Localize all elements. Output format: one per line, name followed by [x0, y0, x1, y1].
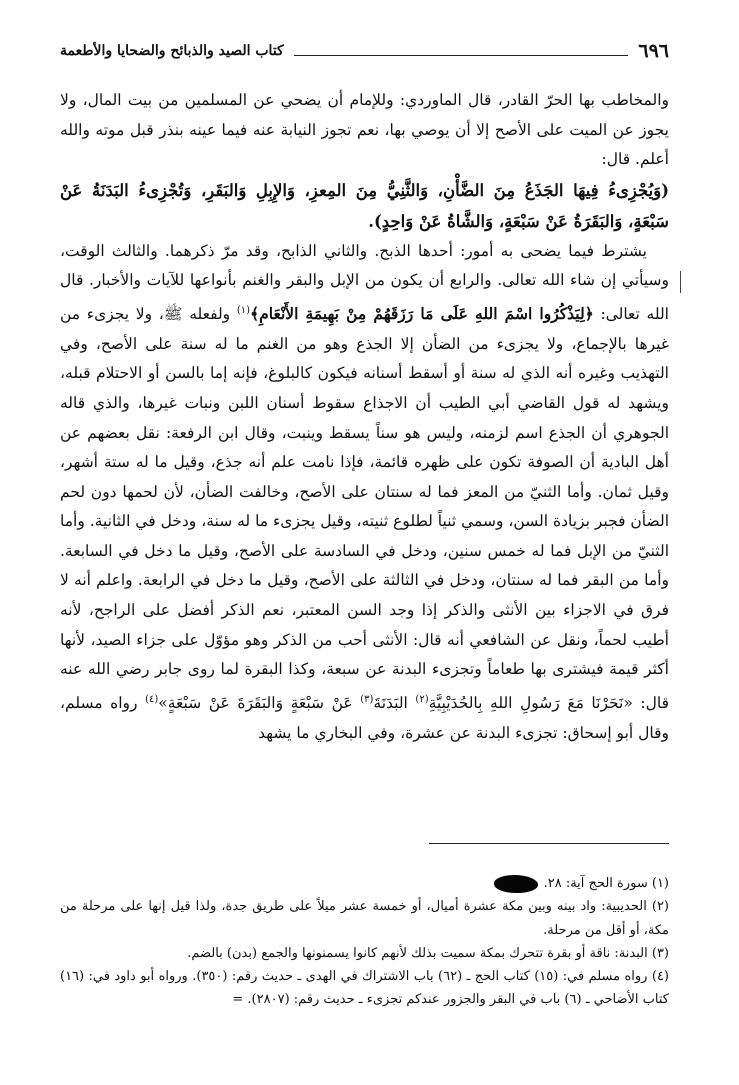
footnote-1	[60, 872, 669, 895]
paragraph-commentary	[60, 237, 669, 748]
footnote-ref-1[interactable]: (١)	[236, 304, 251, 316]
footnote-4: (٤) رواه مسلم في: (١٥) كتاب الحج ـ (٦٢) باب الاشتراك في الهدى ـ حديث رقم: (٣٥٠). ورواه أبو داود في: (١٦) كتاب الأضاحي ـ (٦) باب في البقر والجزور عندكم تجزىء ـ حديث رقم: (٢٨٠٧). =	[60, 969, 669, 1008]
ink-blot-icon	[494, 875, 538, 893]
book-title: كتاب الصيد والذبائح والضحايا والأطعمة	[60, 43, 284, 59]
paragraph-intro: والمخاطب بها الحرّ القادر، قال الماوردي: وللإمام أن يضحي عن المسلمين من بيت المال، ولا يجوز عن الميت على الأصح إلا أن يوصي بها، نعم تجوز النيابة عنه فيما عينه بنذر قبل موته والله أعلم. قال:	[60, 91, 669, 169]
commentary-text-a: يشترط فيما يضحى به أمور: أحدها الذبح. والثاني الذابح، وقد مرّ ذكرهما. والثالث الوقت، وسيأتي إن شاء الله تعالى. والرابع أن يكون من الإبل والبقر والغنم بأنواعها للآيات والأخبار. قال الله تعالى:	[60, 241, 669, 324]
header-rule	[294, 55, 629, 56]
margin-mark	[680, 271, 681, 293]
footnote-3: (٣) البدنة: ناقة أو بقرة تتحرك بمكة سميت بذلك لأنهم كانوا يسمنونها والجمع (بدن) بالضم.	[187, 945, 669, 961]
footnote-1-text: (١) سورة الحج آية: ٢٨.	[543, 876, 669, 891]
matn-quote: (وَيُجْزِىءُ فِيهَا الجَذَعُ مِنَ الضَّأْنِ، وَالثَّنِيُّ مِنَ المِعزِ، وَالإِبِلِ وَالبَقَرِ، وَتُجْزِىءُ البَدَنَةُ عَنْ سَبْعَةٍ، وَالبَقَرَةُ عَنْ سَبْعَةٍ، وَالشَّاةُ عَنْ وَاحِدٍ).	[60, 180, 669, 231]
footnote-ref-4[interactable]: (٤)	[145, 693, 159, 705]
hadith-text-b: البَدَنَةَ	[373, 694, 416, 712]
hadith-text-a: «نَحَرْنَا مَعَ رَسُولِ اللهِ بِالحُدَيْبِيَّةِ	[428, 694, 633, 712]
quran-verse: ﴿لِيَذْكُرُوا اسْمَ اللهِ عَلَى مَا رَزَقَهُمْ مِنْ بَهِيمَةِ الأَنْعَامِ﴾	[250, 304, 594, 324]
commentary-text-b: ولفعله ﷺ، ولا يجزىء من غيرها بالإجماع، ولا يجزىء من الضأن إلا الجذع وهو من الغنم ما له سنة على الأصح، وفي التهذيب وغيره أنه الذي له سنة أو أسقط أسنانه فيكون كالبلوغ، فإنه إما بالسن أو الاحتلام قبله، ويشهد له قول القاضي أبي الطيب أن الاجذاع سقوط أسنان اللبن ونبات غيرها، والذي قاله الجوهري أن الجذع اسم لزمنه، وليس هو سناً يسقط وينبت، وقال ابن الرفعة: نقل بعضهم عن أهل البادية أن الصوفة تكون على ظهره قائمة، فإذا نامت علم أنه جذع، وقيل ما له ستة أشهر، وقيل ثمان. وأما الثنيّ من المعز فما له سنتان على الأصح، وخالفت الضأن، لأن لحمها دون لحم الضأن فجبر بزيادة السن، وسمي ثنياً لطلوع ثنيته، وقيل يجزىء ما له سنة، ودخل في الثانية. وأما الثنيّ من الإبل فما له خمس سنين، ودخل في السادسة على الأصح، وقيل ما دخل في السابعة. وأما من البقر فما له سنتان، ودخل في الثالثة على الأصح، وقيل ما دخل في الرابعة. واعلم أنه لا فرق في الاجزاء بين الأنثى والذكر إذا وجد السن المعتبر، نعم الذكر أفضل على الراجح، لأنه أطيب لحماً، ونقل عن الشافعي أنه قال: الأنثى أحب من الذكر وهو مؤوّل على جزاء الصيد، لأنها أكثر قيمة فيشترى بها طعاماً وتجزىء البدنة عن سبعة، وكذا البقرة لما روى جابر رضي الله عنه قال:	[59, 305, 669, 712]
footnote-separator	[429, 843, 669, 844]
main-text	[60, 86, 669, 748]
running-header	[60, 36, 669, 66]
footnotes	[60, 872, 669, 1012]
footnote-2: (٢) الحديبية: واد بينه وبين مكة عشرة أميال، أو خمسة عشر ميلاً على طريق جدة، ولذا قيل إنها على مرحلة من مكة، أو أقل من مرحلة.	[60, 899, 669, 938]
commentary-text-c: رواه مسلم، وقال أبو إسحاق: تجزىء البدنة عن عشرة، وفي البخاري ما يشهد	[60, 694, 669, 742]
hadith-text-c: عَنْ سَبْعَةٍ وَالبَقَرَةَ عَنْ سَبْعَةٍ»	[158, 694, 361, 712]
footnote-ref-3[interactable]: (٣)	[360, 693, 374, 705]
page	[60, 36, 669, 748]
footnote-ref-2[interactable]: (٢)	[415, 693, 429, 705]
page-number: ٦٩٦	[638, 40, 669, 62]
